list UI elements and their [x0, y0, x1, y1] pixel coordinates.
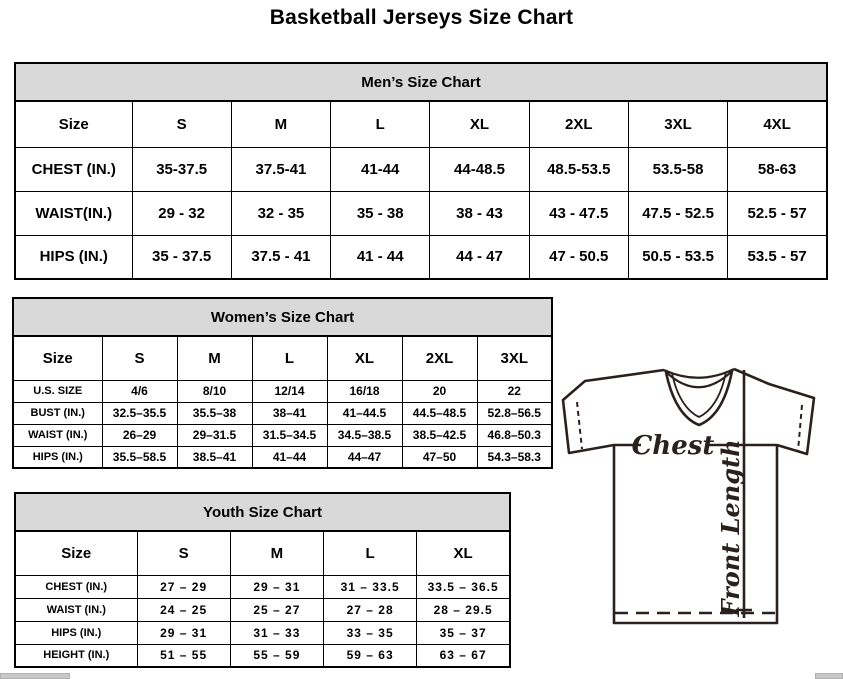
size-value-cell: 41–44.5 [327, 402, 402, 424]
front-length-label: Front Length [716, 439, 745, 617]
mens-size-chart-section [14, 62, 828, 280]
size-column-header: S [137, 531, 230, 575]
size-value-cell: 25 – 27 [230, 598, 323, 621]
size-value-cell: 41–44 [252, 446, 327, 468]
size-value-cell: 29 – 31 [137, 621, 230, 644]
size-value-cell: 24 – 25 [137, 598, 230, 621]
size-value-cell: 29 - 32 [132, 191, 231, 235]
size-value-cell: 50.5 - 53.5 [628, 235, 727, 279]
row-label: CHEST (IN.) [15, 147, 132, 191]
size-value-cell: 12/14 [252, 380, 327, 402]
table-row [15, 621, 510, 644]
size-column-header: M [177, 336, 252, 380]
size-value-cell: 44-48.5 [430, 147, 529, 191]
table-row [13, 424, 552, 446]
size-value-cell: 27 – 29 [137, 575, 230, 598]
size-column-header: 2XL [529, 101, 628, 147]
row-label: HIPS (IN.) [15, 621, 137, 644]
youth-header-row [15, 531, 510, 575]
table-row [15, 644, 510, 667]
womens-header-row [13, 336, 552, 380]
size-value-cell: 35.5–38 [177, 402, 252, 424]
womens-table-title: Women’s Size Chart [12, 297, 553, 335]
row-label: HIPS (IN.) [13, 446, 102, 468]
size-value-cell: 8/10 [177, 380, 252, 402]
size-value-cell: 41 - 44 [331, 235, 430, 279]
size-value-cell: 29–31.5 [177, 424, 252, 446]
jersey-diagram-icon [556, 356, 843, 631]
horizontal-scrollbar-fragment-right[interactable] [815, 673, 843, 679]
size-column-header: M [231, 101, 330, 147]
size-value-cell: 31.5–34.5 [252, 424, 327, 446]
size-column-header: 2XL [402, 336, 477, 380]
size-value-cell: 35 – 37 [417, 621, 510, 644]
size-value-cell: 29 – 31 [230, 575, 323, 598]
size-value-cell: 38–41 [252, 402, 327, 424]
row-label: HEIGHT (IN.) [15, 644, 137, 667]
size-value-cell: 22 [477, 380, 552, 402]
row-label: WAIST (IN.) [13, 424, 102, 446]
size-value-cell: 44.5–48.5 [402, 402, 477, 424]
size-value-cell: 53.5-58 [628, 147, 727, 191]
size-value-cell: 54.3–58.3 [477, 446, 552, 468]
table-row [15, 235, 827, 279]
size-value-cell: 38 - 43 [430, 191, 529, 235]
size-column-header: S [132, 101, 231, 147]
size-value-cell: 33.5 – 36.5 [417, 575, 510, 598]
size-column-header: L [252, 336, 327, 380]
mens-header-row [15, 101, 827, 147]
row-label: HIPS (IN.) [15, 235, 132, 279]
size-value-cell: 26–29 [102, 424, 177, 446]
size-value-cell: 53.5 - 57 [728, 235, 827, 279]
size-value-cell: 32.5–35.5 [102, 402, 177, 424]
chest-label: Chest [631, 431, 715, 461]
row-label: CHEST (IN.) [15, 575, 137, 598]
row-label: WAIST(IN.) [15, 191, 132, 235]
size-value-cell: 35 - 37.5 [132, 235, 231, 279]
size-value-cell: 35-37.5 [132, 147, 231, 191]
size-value-cell: 47 - 50.5 [529, 235, 628, 279]
size-column-header: 4XL [728, 101, 827, 147]
size-header-cell: Size [15, 531, 137, 575]
size-value-cell: 47.5 - 52.5 [628, 191, 727, 235]
table-row [15, 575, 510, 598]
row-label: BUST (IN.) [13, 402, 102, 424]
size-header-cell: Size [15, 101, 132, 147]
size-value-cell: 52.5 - 57 [728, 191, 827, 235]
horizontal-scrollbar-fragment-left[interactable] [0, 673, 70, 679]
size-value-cell: 37.5 - 41 [231, 235, 330, 279]
size-value-cell: 31 – 33.5 [324, 575, 417, 598]
size-value-cell: 34.5–38.5 [327, 424, 402, 446]
table-row [15, 147, 827, 191]
size-value-cell: 27 – 28 [324, 598, 417, 621]
size-value-cell: 35.5–58.5 [102, 446, 177, 468]
size-value-cell: 52.8–56.5 [477, 402, 552, 424]
size-header-cell: Size [13, 336, 102, 380]
size-value-cell: 31 – 33 [230, 621, 323, 644]
mens-table-title: Men’s Size Chart [14, 62, 828, 100]
size-value-cell: 51 – 55 [137, 644, 230, 667]
size-value-cell: 63 – 67 [417, 644, 510, 667]
size-value-cell: 38.5–41 [177, 446, 252, 468]
size-value-cell: 47–50 [402, 446, 477, 468]
row-label: U.S. SIZE [13, 380, 102, 402]
size-value-cell: 32 - 35 [231, 191, 330, 235]
size-column-header: M [230, 531, 323, 575]
size-column-header: 3XL [628, 101, 727, 147]
table-row [13, 402, 552, 424]
size-column-header: S [102, 336, 177, 380]
size-value-cell: 48.5-53.5 [529, 147, 628, 191]
jersey-measurement-diagram [556, 356, 843, 631]
youth-size-chart-section [14, 492, 511, 668]
womens-size-chart-section [12, 297, 553, 469]
size-value-cell: 58-63 [728, 147, 827, 191]
size-value-cell: 20 [402, 380, 477, 402]
size-value-cell: 35 - 38 [331, 191, 430, 235]
table-row [13, 380, 552, 402]
table-row [15, 598, 510, 621]
right-cuff-dashed-line [798, 405, 802, 451]
youth-size-table [14, 530, 511, 668]
youth-table-title: Youth Size Chart [14, 492, 511, 530]
page-title: Basketball Jerseys Size Chart [269, 6, 574, 29]
womens-size-table [12, 335, 553, 469]
size-column-header: XL [417, 531, 510, 575]
size-value-cell: 46.8–50.3 [477, 424, 552, 446]
table-row [13, 446, 552, 468]
size-column-header: XL [327, 336, 402, 380]
size-column-header: L [324, 531, 417, 575]
size-value-cell: 59 – 63 [324, 644, 417, 667]
size-column-header: L [331, 101, 430, 147]
size-value-cell: 43 - 47.5 [529, 191, 628, 235]
left-cuff-dashed-line [577, 402, 582, 449]
size-column-header: XL [430, 101, 529, 147]
size-value-cell: 16/18 [327, 380, 402, 402]
size-column-header: 3XL [477, 336, 552, 380]
size-value-cell: 28 – 29.5 [417, 598, 510, 621]
size-value-cell: 44 - 47 [430, 235, 529, 279]
size-value-cell: 4/6 [102, 380, 177, 402]
size-value-cell: 38.5–42.5 [402, 424, 477, 446]
table-row [15, 191, 827, 235]
size-value-cell: 41-44 [331, 147, 430, 191]
size-value-cell: 37.5-41 [231, 147, 330, 191]
size-value-cell: 33 – 35 [324, 621, 417, 644]
size-value-cell: 44–47 [327, 446, 402, 468]
size-value-cell: 55 – 59 [230, 644, 323, 667]
mens-size-table [14, 100, 828, 280]
row-label: WAIST (IN.) [15, 598, 137, 621]
